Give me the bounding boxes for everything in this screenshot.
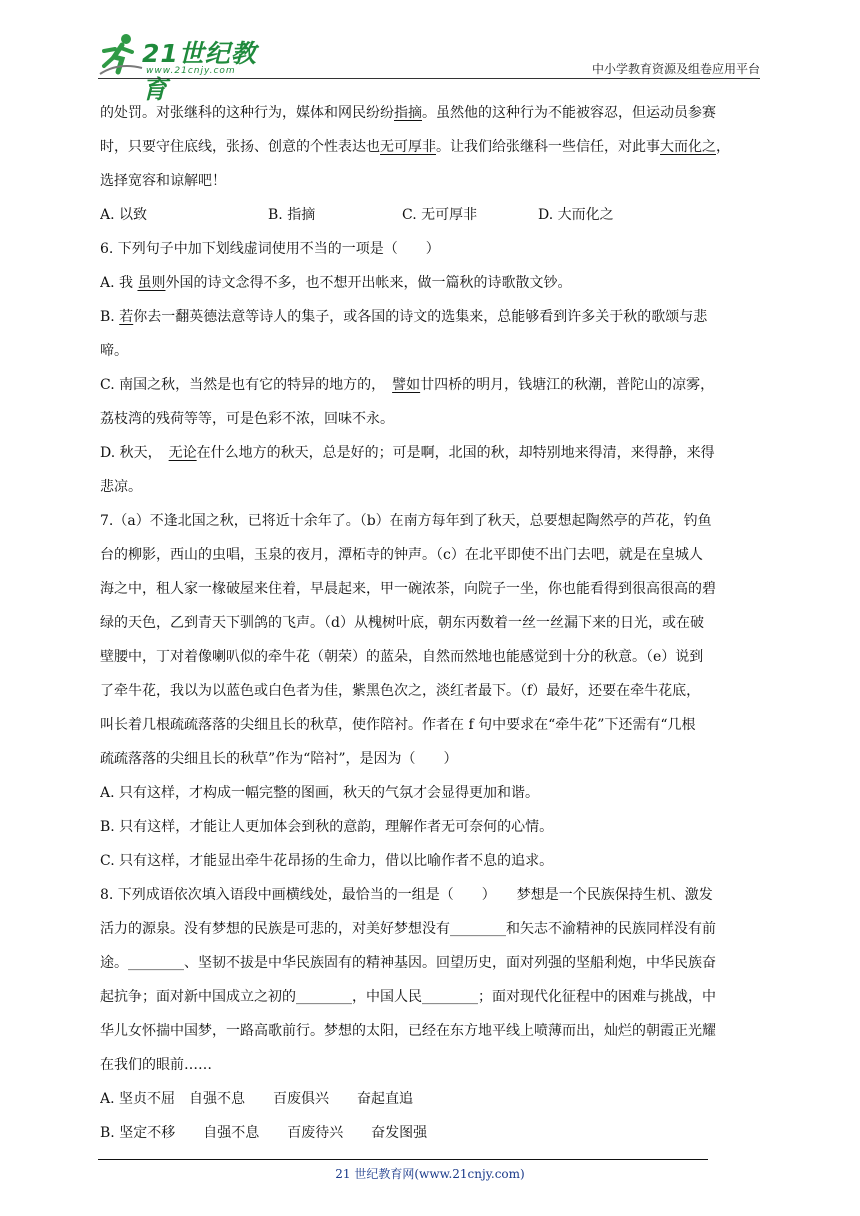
exam-content: [100, 96, 762, 1150]
q7-option-b: B. 只有这样，才能让人更加体会到秋的意韵，理解作者无可奈何的心情。: [100, 819, 554, 835]
q5-line-1: 的处罚。对张继科的这种行为，媒体和网民纷纷指摘。虽然他的这种行为不能被容忍，但运动员参赛: [100, 105, 716, 121]
q8-line: 起抗争；面对新中国成立之初的________，中国人民________；面对现代化征程中的困难与挑战，中: [100, 989, 716, 1005]
q5-option-a: A. 以致: [100, 207, 148, 223]
q6-option-d-cont: 悲凉。: [100, 479, 142, 495]
q5-option-b: B. 指摘: [268, 207, 316, 223]
q5-option-d: D. 大而化之: [538, 207, 614, 223]
underlined-word: 无论: [168, 445, 197, 461]
footer-divider: [98, 1159, 708, 1160]
q7-line: 海之中，租人家一椽破屋来住着，早晨起来，甲一碗浓茶，向院子一坐，你也能看得到很高很高的碧: [100, 581, 716, 597]
logo-url: www.21cnjy.com: [146, 66, 236, 76]
underlined-word: 无可厚非: [380, 139, 436, 155]
platform-name: 中小学教育资源及组卷应用平台: [591, 62, 760, 76]
q5-options: [100, 198, 762, 232]
q8-option-b: B. 坚定不移 自强不息 百废待兴 奋发图强: [100, 1125, 428, 1141]
q6-option-c-cont: 荔枝湾的残荷等等，可是色彩不浓，回味不永。: [100, 411, 394, 427]
footer-link[interactable]: 21 世纪教育网(www.21cnjy.com): [335, 1167, 525, 1181]
underlined-word: 指摘: [394, 105, 422, 121]
q7-line: 7.（a）不逢北国之秋，已将近十余年了。（b）在南方每年到了秋天，总要想起陶然亭的芦花，钓鱼: [100, 513, 712, 529]
q6-stem: 6. 下列句子中加下划线虚词使用不当的一项是（ ）: [100, 241, 440, 257]
q8-line: 8. 下列成语依次填入语段中画横线处，最恰当的一组是（ ） 梦想是一个民族保持生机、激发: [100, 887, 713, 903]
logo-text: 21世纪教育: [142, 39, 257, 104]
q8-line: 在我们的眼前……: [100, 1057, 212, 1073]
q5-line-2: 时，只要守住底线，张扬、创意的个性表达也无可厚非。让我们给张继科一些信任，对此事大而化之，: [100, 139, 730, 155]
q7-option-a: A. 只有这样，才构成一幅完整的图画，秋天的气氛才会显得更加和谐。: [100, 785, 540, 801]
header-divider: [98, 78, 760, 79]
q6-option-a: A. 我 虽则外国的诗文念得不多，也不想开出帐来，做一篇秋的诗歌散文钞。: [100, 275, 572, 291]
runner-logo-icon: [98, 32, 144, 76]
q7-line: 了牵牛花，我以为以蓝色或白色者为佳，紫黑色次之，淡红者最下。（f）最好，还要在牵牛花底，: [100, 683, 701, 699]
q8-line: 活力的源泉。没有梦想的民族是可悲的，对美好梦想没有________和矢志不渝精神的民族同样没有前: [100, 921, 716, 937]
q8-option-a: A. 坚贞不屈 自强不息 百废俱兴 奋起直追: [100, 1091, 414, 1107]
q7-line: 台的柳影，西山的虫唱，玉泉的夜月，潭柘寺的钟声。（c）在北平即使不出门去吧，就是在皇城人: [100, 547, 703, 563]
q6-option-b: B. 若你去一翻英德法意等诗人的集子，或各国的诗文的选集来，总能够看到许多关于秋的歌颂与悲: [100, 309, 708, 325]
q7-line: 疏疏落落的尖细且长的秋草”作为“陪衬”，是因为（ ）: [100, 751, 458, 767]
q5-option-c: C. 无可厚非: [402, 207, 478, 223]
underlined-word: 若: [119, 309, 134, 325]
underlined-word: 大而化之: [660, 139, 716, 155]
q7-option-c: C. 只有这样，才能显出牵牛花昂扬的生命力，借以比喻作者不息的追求。: [100, 853, 554, 869]
site-logo[interactable]: [98, 32, 268, 104]
q7-line: 绿的天色，乙到青天下驯鸽的飞声。（d）从槐树叶底，朝东丙数着一丝一丝漏下来的日光，或在破: [100, 615, 704, 631]
q6-option-d: D. 秋天， 无论在什么地方的秋天，总是好的；可是啊，北国的秋，却特别地来得清，来得静，来得: [100, 445, 715, 461]
underlined-word: 譬如: [392, 377, 421, 393]
q8-line: 途。________、坚韧不拔是中华民族固有的精神基因。回望历史，面对列强的坚船利炮，中华民族奋: [100, 955, 716, 971]
underlined-word: 虽则: [137, 275, 166, 291]
q6-option-b-cont: 啼。: [100, 343, 128, 359]
q6-option-c: C. 南国之秋，当然是也有它的特异的地方的， 譬如廿四桥的明月，钱塘江的秋潮，普陀山的凉雾，: [100, 377, 715, 393]
q7-line: 叫长着几根疏疏落落的尖细且长的秋草，使作陪衬。作者在 f 句中要求在“牵牛花”下还需有“几根: [100, 717, 696, 733]
q5-line-3: 选择宽容和谅解吧！: [100, 173, 226, 189]
q7-line: 壁腰中，丁对着像喇叭似的牵牛花（朝荣）的蓝朵，自然而然地也能感觉到十分的秋意。（e）说到: [100, 649, 704, 665]
page-header: [98, 30, 760, 104]
q8-line: 华儿女怀揣中国梦，一路高歌前行。梦想的太阳，已经在东方地平线上喷薄而出，灿烂的朝霞正光耀: [100, 1023, 716, 1039]
